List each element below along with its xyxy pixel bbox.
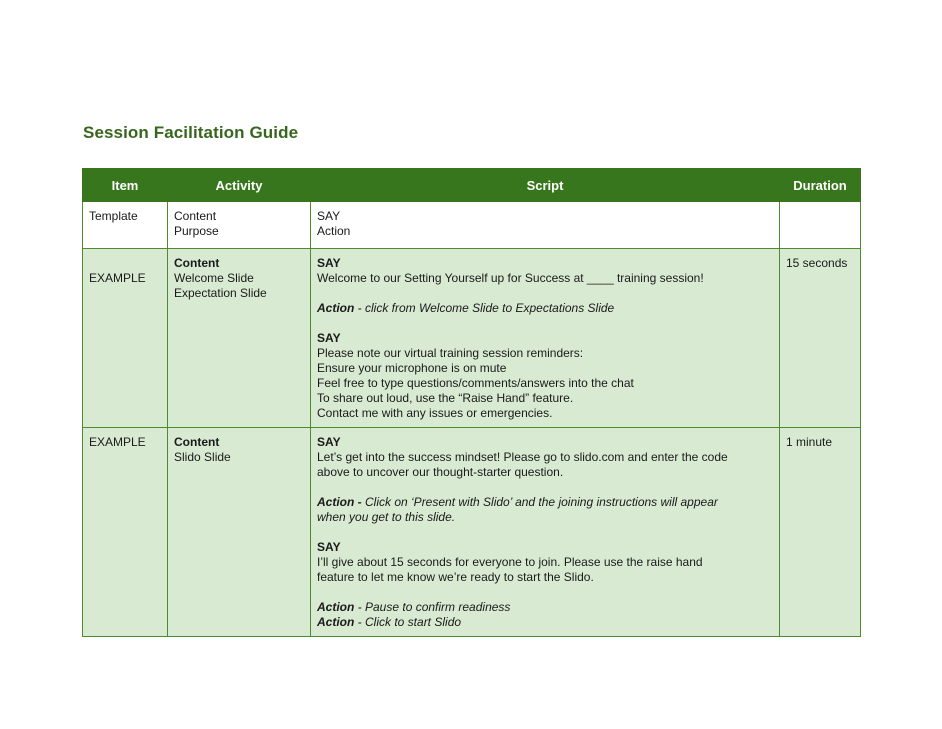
example2-say2-line-2: feature to let me know we’re ready to start the Slido.: [317, 570, 594, 584]
example2-action2-text: - Pause to confirm readiness: [354, 600, 511, 614]
example2-action3-label: Action: [317, 615, 355, 629]
example1-say2-line-5: Contact me with any issues or emergencies.: [317, 406, 553, 420]
template-activity-content: Content: [174, 209, 217, 223]
template-activity-cell: [168, 202, 311, 249]
header-item: Item: [83, 169, 168, 202]
example1-action1: [317, 301, 773, 316]
template-script-cell: [311, 202, 780, 249]
template-item-cell: [83, 202, 168, 249]
example2-say2-label: SAY: [317, 540, 341, 554]
header-activity: Activity: [168, 169, 311, 202]
example2-item-cell: [83, 428, 168, 637]
example2-duration-cell: [780, 428, 861, 637]
example2-activity-heading: Content: [174, 435, 220, 449]
facilitation-table: [82, 168, 861, 637]
example1-action1-text: - click from Welcome Slide to Expectations Slide: [354, 301, 615, 315]
page-title: Session Facilitation Guide: [83, 123, 299, 142]
template-script-action: Action: [317, 224, 351, 238]
example2-say1-label: SAY: [317, 435, 341, 449]
example2-action2-label: Action: [317, 600, 355, 614]
example1-script-cell: [311, 249, 780, 428]
template-script-say: SAY: [317, 209, 341, 223]
example1-say1-label: SAY: [317, 256, 341, 270]
example1-activity-heading: Content: [174, 256, 220, 270]
example2-say2-line-1: I’ll give about 15 seconds for everyone to join. Please use the raise hand: [317, 555, 703, 569]
example2-say1-line-2: above to uncover our thought-starter question.: [317, 465, 564, 479]
table-row-example-1: [83, 249, 861, 428]
example2-action1-line-2: when you get to this slide.: [317, 510, 456, 524]
example1-say2-line-2: Ensure your microphone is on mute: [317, 361, 507, 375]
example2-activity-cell: [168, 428, 311, 637]
example1-say2-line-1: Please note our virtual training session reminders:: [317, 346, 584, 360]
template-duration-cell: [780, 202, 861, 249]
example1-activity-expectation: Expectation Slide: [174, 286, 267, 300]
table-row-template: [83, 202, 861, 249]
example2-item: EXAMPLE: [89, 435, 146, 449]
example2-say1-line-1: Let’s get into the success mindset! Please go to slido.com and enter the code: [317, 450, 728, 464]
example1-duration-cell: [780, 249, 861, 428]
example2-duration: 1 minute: [786, 435, 833, 449]
template-activity-purpose: Purpose: [174, 224, 219, 238]
example2-action1-text-1: Click on ‘Present with Slido’ and the joining instructions will appear: [361, 495, 718, 509]
example2-action1-label: Action -: [317, 495, 362, 509]
example1-say2-label: SAY: [317, 331, 341, 345]
example1-say1-text: Welcome to our Setting Yourself up for Success at ____ training session!: [317, 271, 704, 285]
example2-activity-slido: Slido Slide: [174, 450, 231, 464]
example1-activity-welcome: Welcome Slide: [174, 271, 254, 285]
table-row-example-2: [83, 428, 861, 637]
example1-say2-line-4: To share out loud, use the “Raise Hand” feature.: [317, 391, 574, 405]
example1-item: EXAMPLE: [89, 271, 146, 285]
table-header-row: [83, 169, 861, 202]
example2-action3-text: - Click to start Slido: [354, 615, 462, 629]
example1-action1-label: Action: [317, 301, 355, 315]
example1-duration: 15 seconds: [786, 256, 848, 270]
header-script: Script: [311, 169, 780, 202]
template-item: Template: [89, 209, 138, 223]
example1-activity-cell: [168, 249, 311, 428]
example1-item-cell: [83, 249, 168, 428]
example2-action2: [317, 600, 773, 615]
example2-script-cell: [311, 428, 780, 637]
example2-action1-line-1: [317, 495, 773, 510]
header-duration: Duration: [780, 169, 861, 202]
example2-action3: [317, 615, 773, 630]
example1-say2-line-3: Feel free to type questions/comments/answers into the chat: [317, 376, 634, 390]
